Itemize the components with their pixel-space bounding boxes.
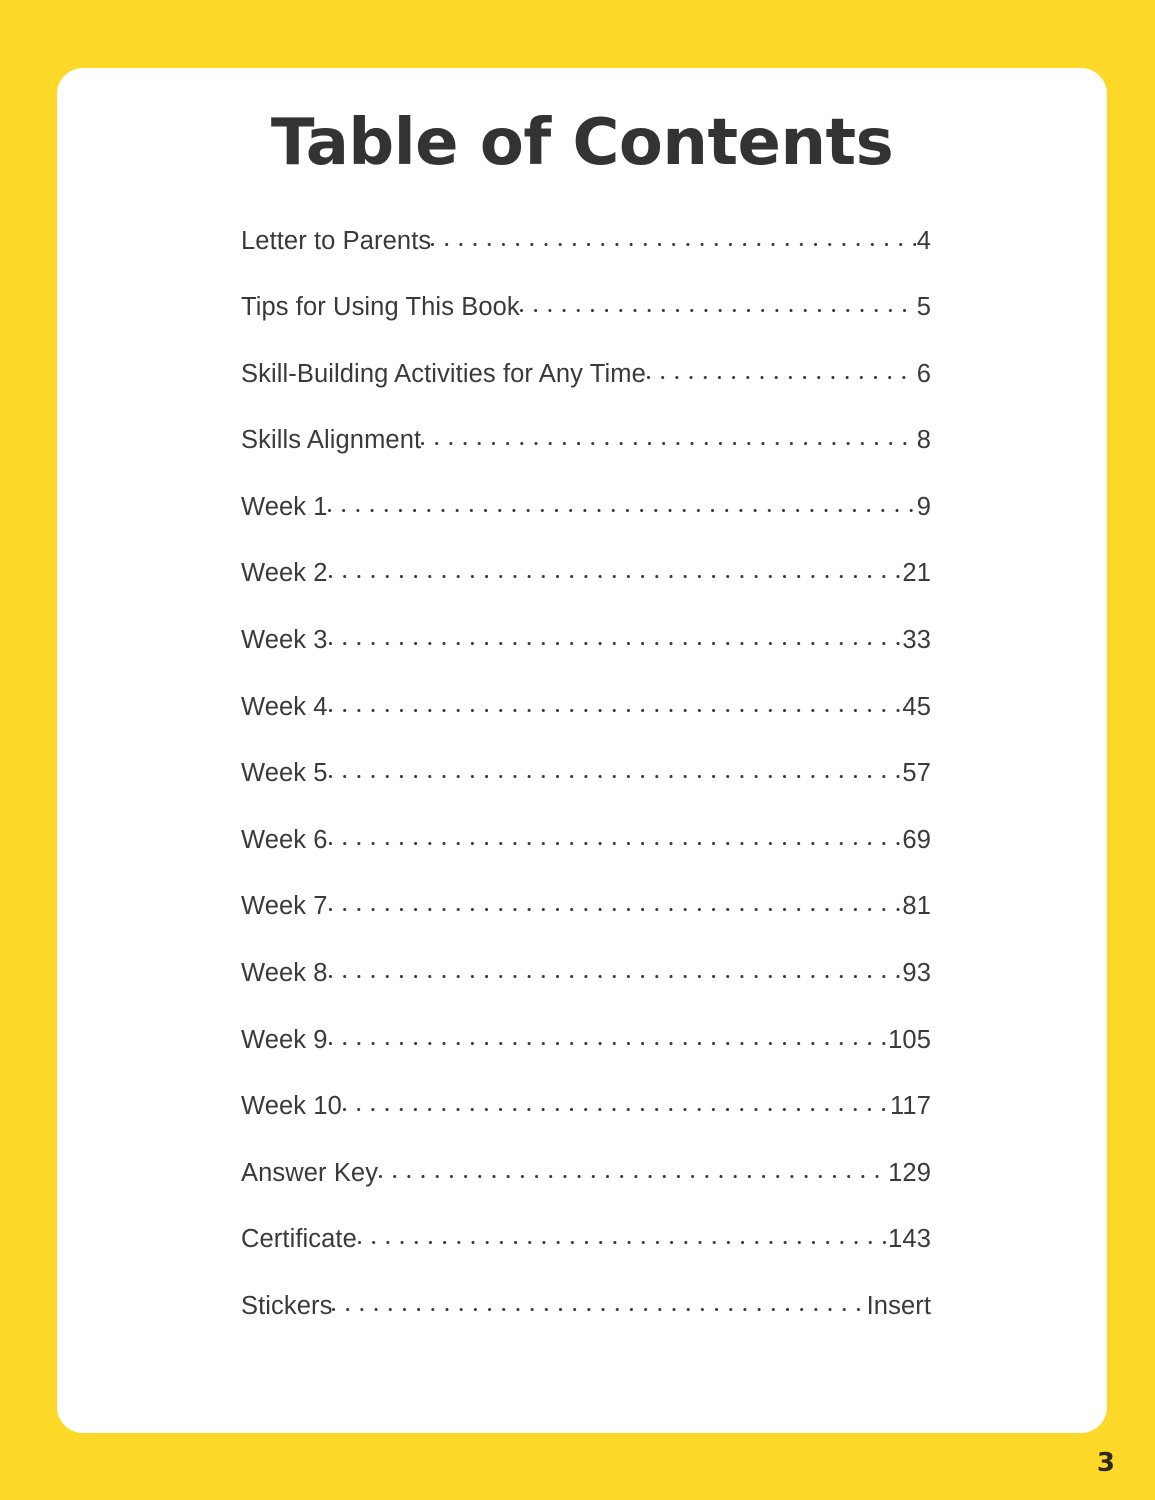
- toc-dot-leader: [520, 290, 916, 316]
- toc-dot-leader: [329, 756, 902, 782]
- toc-dot-leader: [328, 489, 916, 515]
- toc-entry[interactable]: [241, 423, 931, 490]
- toc-dot-leader: [329, 889, 902, 915]
- toc-entry-label: Skills Alignment: [241, 426, 422, 455]
- toc-entry[interactable]: [241, 1289, 931, 1356]
- toc-dot-leader: [343, 1089, 889, 1115]
- toc-entry-label: Week 5: [241, 759, 328, 788]
- toc-entry-page-number: 6: [916, 359, 931, 388]
- page-title: Table of Contents: [270, 106, 894, 180]
- toc-entry-page-number: Insert: [866, 1292, 931, 1320]
- toc-entry[interactable]: [241, 1089, 931, 1156]
- toc-entry-page-number: 5: [916, 293, 931, 322]
- toc-dot-leader: [358, 1222, 887, 1248]
- toc-dot-leader: [329, 956, 902, 982]
- toc-entry-label: Letter to Parents: [241, 226, 432, 255]
- toc-entry-page-number: 8: [916, 426, 931, 455]
- toc-entry-page-number: 4: [916, 226, 931, 255]
- toc-entry-label: Week 7: [241, 892, 328, 921]
- page-card: [57, 68, 1107, 1433]
- toc-entry-label: Answer Key: [241, 1158, 379, 1187]
- toc-entry-label: Week 2: [241, 559, 328, 588]
- toc-entry-page-number: 93: [902, 959, 931, 988]
- toc-entry-page-number: 143: [888, 1225, 931, 1254]
- toc-entry[interactable]: [241, 556, 931, 623]
- toc-entry[interactable]: [241, 889, 931, 956]
- toc-entry[interactable]: [241, 623, 931, 690]
- toc-entry-page-number: 45: [902, 692, 931, 721]
- toc-entry-page-number: 117: [890, 1092, 931, 1121]
- toc-entry-page-number: 21: [902, 559, 931, 588]
- toc-entry-page-number: 129: [888, 1158, 931, 1187]
- toc-dot-leader: [647, 356, 916, 382]
- toc-list: [241, 223, 931, 1355]
- toc-entry-label: Week 4: [241, 692, 328, 721]
- toc-dot-leader: [329, 556, 902, 582]
- toc-entry[interactable]: [241, 689, 931, 756]
- toc-dot-leader: [329, 822, 902, 848]
- toc-entry[interactable]: [241, 1222, 931, 1289]
- toc-entry[interactable]: [241, 756, 931, 823]
- toc-entry-label: Week 10: [241, 1092, 342, 1121]
- toc-entry-page-number: 105: [888, 1025, 931, 1054]
- toc-entry[interactable]: [241, 1022, 931, 1089]
- toc-dot-leader: [379, 1155, 887, 1181]
- toc-entry-label: Week 3: [241, 626, 328, 655]
- toc-entry-label: Stickers: [241, 1292, 333, 1320]
- toc-entry-page-number: 81: [902, 892, 931, 921]
- toc-entry-page-number: 9: [916, 492, 931, 521]
- toc-entry[interactable]: [241, 956, 931, 1023]
- toc-entry-label: Certificate: [241, 1225, 357, 1254]
- toc-entry[interactable]: [241, 489, 931, 556]
- toc-entry[interactable]: [241, 290, 931, 357]
- toc-entry-label: Skill-Building Activities for Any Time: [241, 359, 646, 388]
- toc-entry[interactable]: [241, 223, 931, 290]
- toc-entry-label: Week 9: [241, 1025, 328, 1054]
- page-number: 3: [1096, 1448, 1115, 1478]
- toc-entry-page-number: 57: [902, 759, 931, 788]
- toc-dot-leader: [329, 623, 902, 649]
- toc-dot-leader: [329, 689, 902, 715]
- toc-entry-page-number: 69: [902, 825, 931, 854]
- toc-entry[interactable]: [241, 1155, 931, 1222]
- toc-entry-label: Week 8: [241, 959, 328, 988]
- toc-entry-page-number: 33: [902, 626, 931, 655]
- toc-dot-leader: [431, 223, 915, 249]
- toc-entry[interactable]: [241, 356, 931, 423]
- toc-entry[interactable]: [241, 822, 931, 889]
- toc-entry-label: Tips for Using This Book: [241, 293, 520, 322]
- toc-dot-leader: [332, 1289, 865, 1315]
- toc-dot-leader: [421, 423, 916, 449]
- toc-entry-label: Week 1: [241, 492, 328, 521]
- toc-dot-leader: [329, 1022, 888, 1048]
- toc-entry-label: Week 6: [241, 825, 328, 854]
